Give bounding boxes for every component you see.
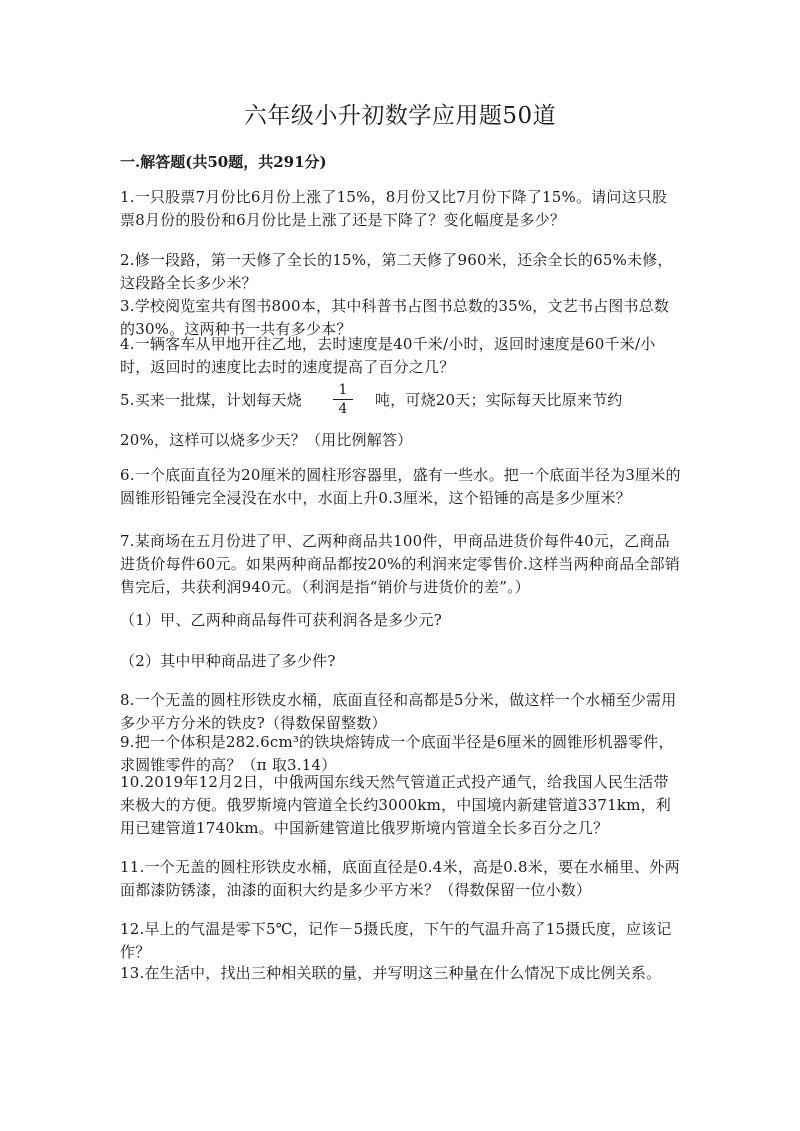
question-8: 8.一个无盖的圆柱形铁皮水桶，底面直径和高都是5分米，做这样一个水桶至少需用多少平方分米的铁皮?（得数保留整数） [120, 691, 677, 732]
question-11: 11.一个无盖的圆柱形铁皮水桶，底面直径是0.4米，高是0.8米，要在水桶里、外两面都漆防锈漆，油漆的面积大约是多少平方米？（得数保留一位小数） [120, 858, 680, 899]
fraction-bar [333, 399, 353, 400]
question-5-part3: 20%，这样可以烧多少天？（用比例解答） [120, 431, 413, 449]
question-6: 6.一个底面直径为20厘米的圆柱形容器里，盛有一些水。把一个底面半径为3厘米的圆锥形铅锤完全浸没在水中，水面上升0.3厘米，这个铅锤的高是多少厘米？ [120, 466, 681, 507]
question-4: 4.一辆客车从甲地开往乙地，去时速度是40千米/小时，返回时速度是60千米/小时，返回时的速度比去时的速度提高了百分之几？ [120, 335, 656, 376]
question-7-sub-1: （1）甲、乙两种商品每件可获利润各是多少元? [120, 611, 442, 629]
question-5-part1: 5.买来一批煤，计划每天烧 [120, 391, 302, 409]
question-5-part2: 吨，可烧20天；实际每天比原来节约 [375, 391, 623, 409]
question-5-fraction [333, 382, 353, 417]
question-1: 1.一只股票7月份比6月份上涨了15%，8月份又比7月份下降了15%。请问这只股票8月份的股份和6月份比是上涨了还是下降了？变化幅度是多少？ [120, 188, 668, 229]
question-7-sub-2: （2）其中甲种商品进了多少件? [120, 652, 336, 670]
fraction-denominator: 4 [338, 401, 348, 417]
question-3: 3.学校阅览室共有图书800本，其中科普书占图书总数的35%，文艺书占图书总数的30%。这两种书一共有多少本？ [120, 297, 670, 338]
question-12: 12.早上的气温是零下5℃，记作－5摄氏度，下午的气温升高了15摄氏度，应该记作？ [120, 920, 672, 961]
question-2: 2.修一段路，第一天修了全长的15%，第二天修了960米，还余全长的65%未修，这段路全长多少米？ [120, 251, 673, 292]
question-7: 7.某商场在五月份进了甲、乙两种商品共100件，甲商品进货价每件40元，乙商品进货价每件60元。如果两种商品都按20%的利润来定零售价.这样当两种商品全部销售完后，共获利润940元。（利润是指“销价与进货价的差”。） [120, 532, 680, 596]
section-heading: 一.解答题(共50题，共291分) [120, 153, 327, 171]
page-title: 六年级小升初数学应用题50道 [243, 103, 557, 129]
question-13: 13.在生活中，找出三种相关联的量，并写明这三种量在什么情况下成比例关系。 [120, 964, 662, 982]
question-10: 10.2019年12月2日，中俄两国东线天然气管道正式投产通气，给我国人民生活带来极大的方便。俄罗斯境内管道全长约3000km，中国境内新建管道3371km，利用已建管道1740km。中国新建管道比俄罗斯境内管道全长多百分之几？ [120, 773, 671, 837]
question-9: 9.把一个体积是282.6cm³的铁块熔铸成一个底面半径是6厘米的圆锥形机器零件，求圆锥零件的高？（π 取3.14） [120, 733, 674, 774]
fraction-numerator: 1 [338, 382, 348, 398]
